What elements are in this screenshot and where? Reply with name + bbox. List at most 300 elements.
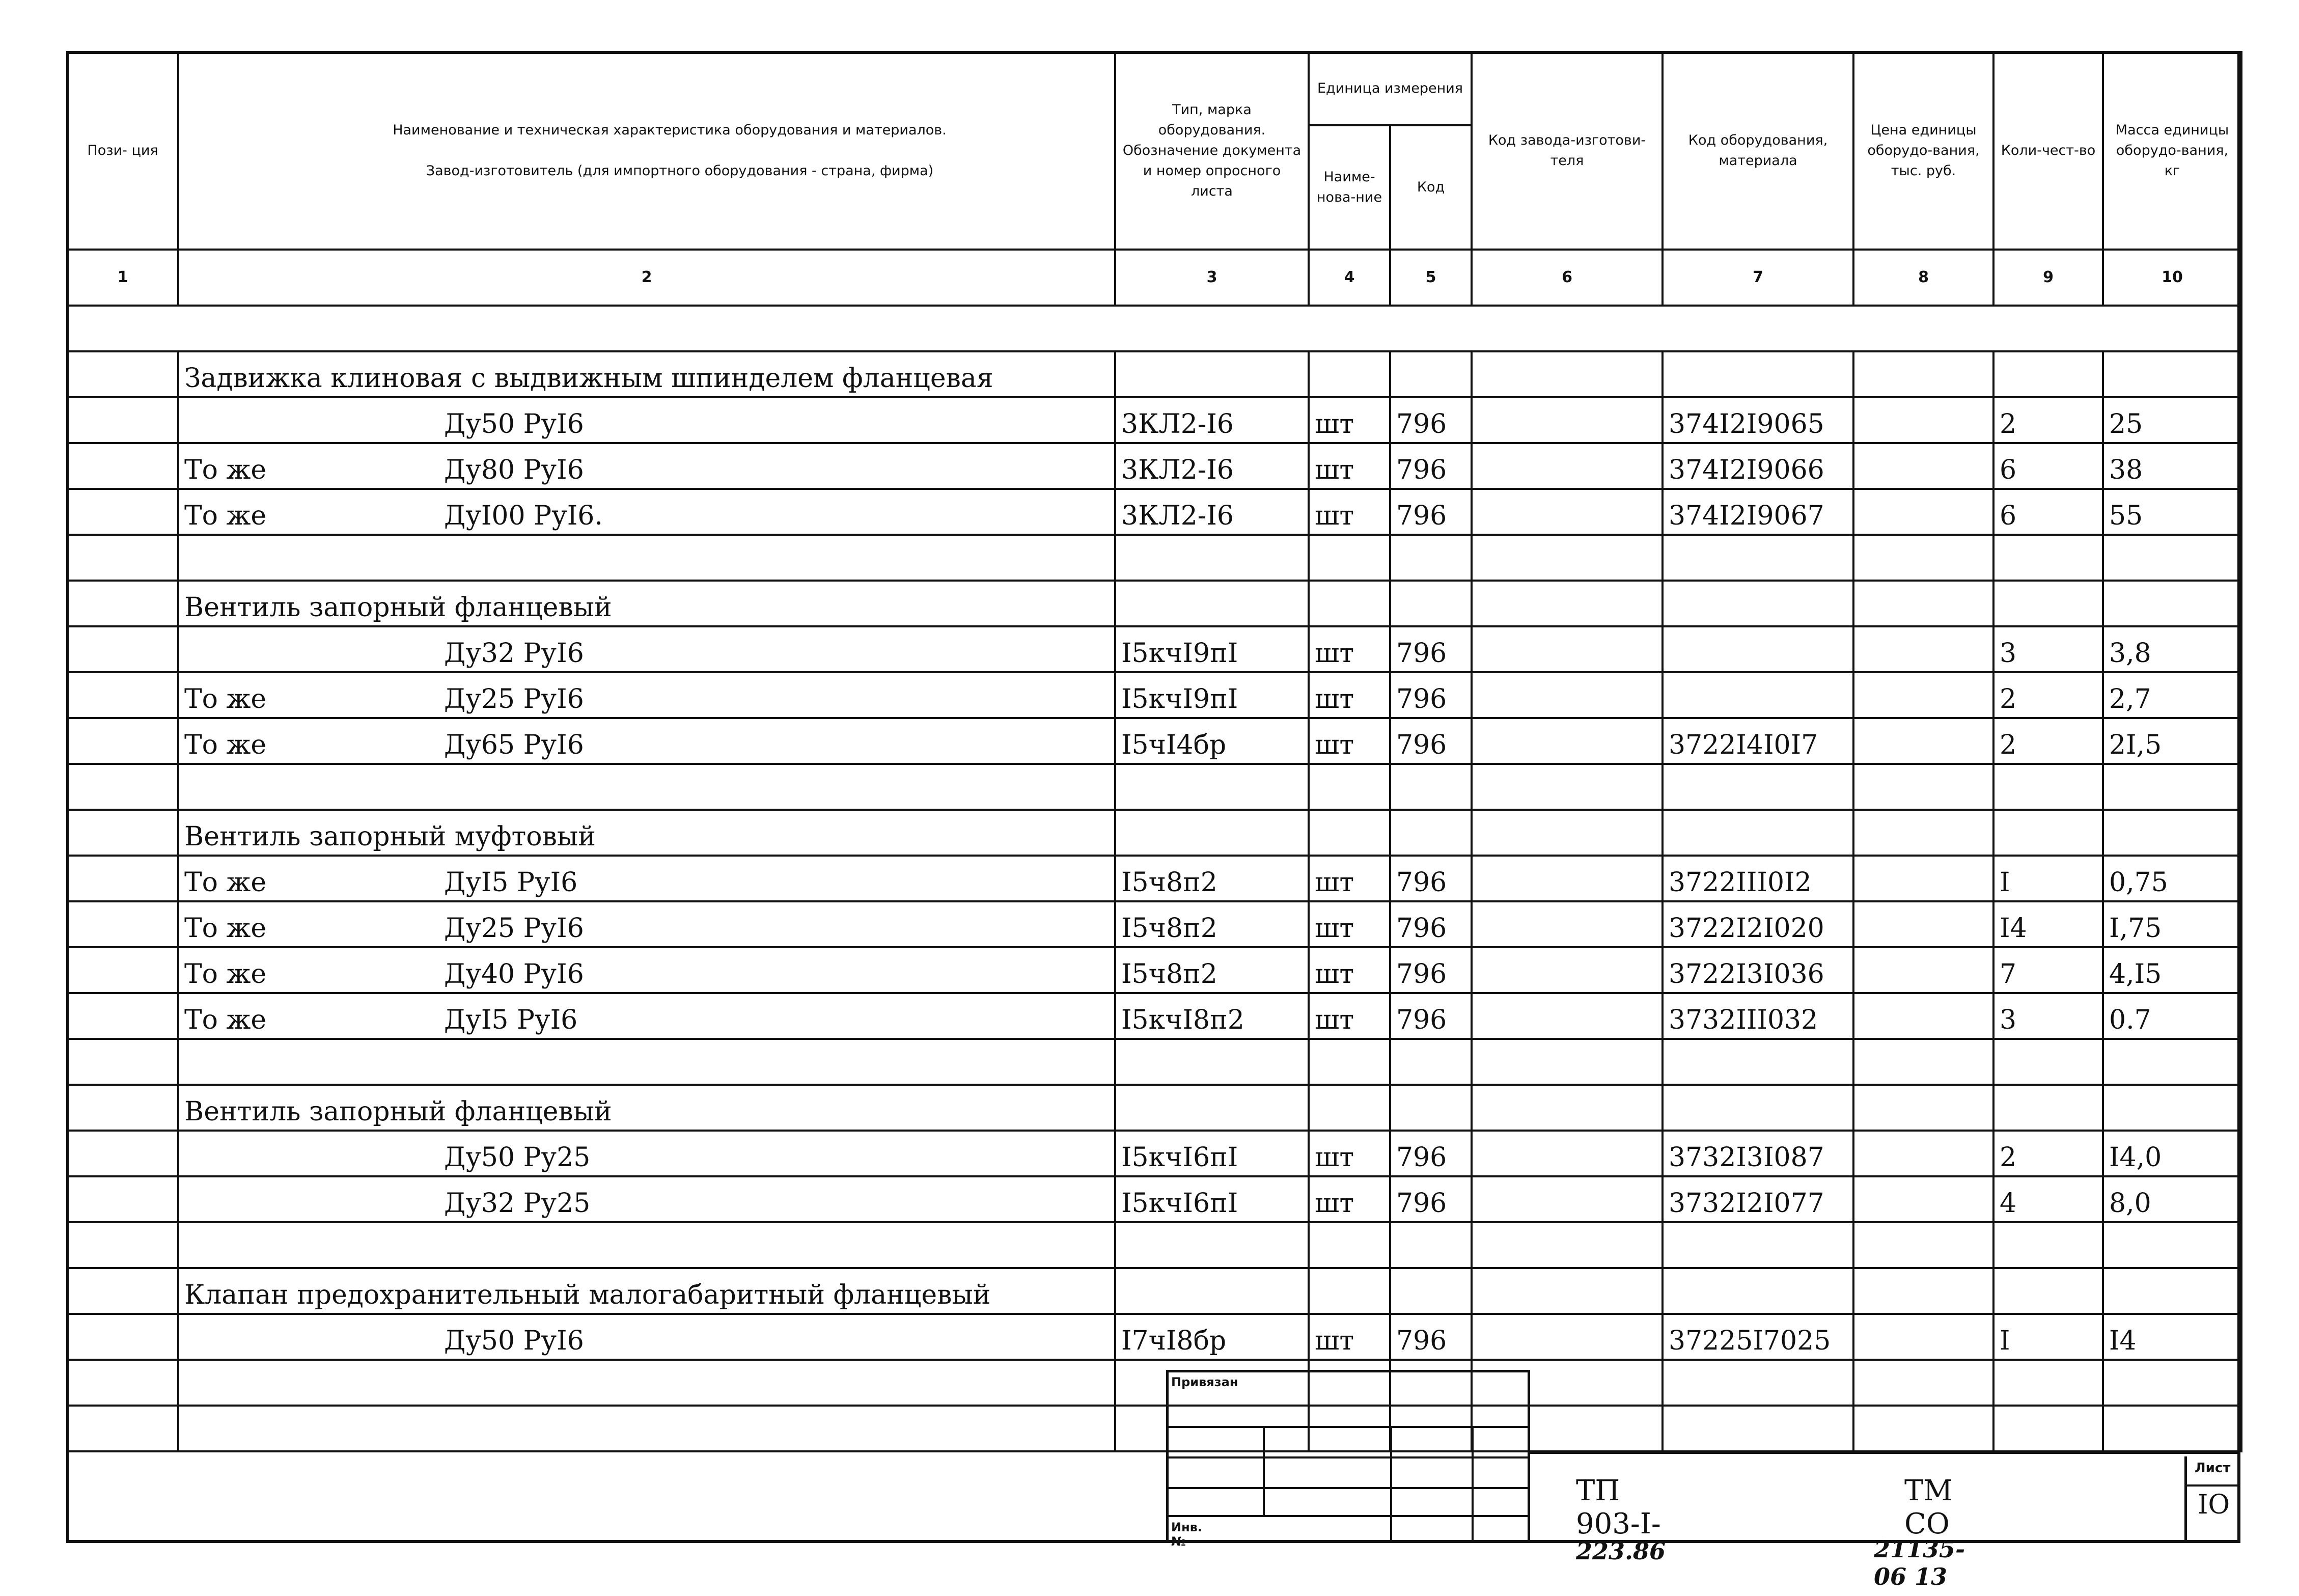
header-position: Пози- ция [67,52,178,250]
material-code-cell: 3722I3I036 [1663,947,1853,993]
unit-name-cell [1309,1268,1390,1314]
unit-name-cell: шт [1309,947,1390,993]
header-unit-group: Единица измерения [1309,52,1472,125]
section-title: Вентиль запорный фланцевый [184,1096,612,1127]
unit-name-cell: шт [1309,672,1390,718]
mass-cell: 0.7 [2103,993,2241,1039]
material-code-cell: 374I2I9066 [1663,443,1853,489]
type-cell: I7чI8бр [1115,1314,1309,1360]
factory-code-cell [1472,1314,1663,1360]
position-cell [67,764,178,810]
type-cell: I5кчI9пI [1115,626,1309,672]
type-cell: 3КЛ2-I6 [1115,397,1309,443]
section-title: Вентиль запорный муфтовый [184,821,596,852]
type-cell: I5ч8п2 [1115,947,1309,993]
unit-name-cell: шт [1309,856,1390,901]
table-row [67,993,2241,1039]
unit-code-cell: 796 [1390,947,1472,993]
name-cell [178,397,1115,443]
price-cell [1853,993,1993,1039]
mass-cell [2103,1360,2241,1406]
position-cell [67,718,178,764]
price-cell [1853,1314,1993,1360]
unit-name-cell: шт [1309,397,1390,443]
section-row [67,1085,2241,1131]
unit-code-cell [1390,1222,1472,1268]
price-cell [1853,947,1993,993]
header-material-code: Код оборудования, материала [1663,52,1853,250]
header-price: Цена единицы оборудо-вания, тыс. руб. [1853,52,1993,250]
type-cell [1115,1268,1309,1314]
privyazan-label: Привязан [1171,1375,1238,1389]
section-row [67,810,2241,856]
section-title: Вентиль запорный фланцевый [184,592,612,623]
quantity-cell [1993,581,2103,626]
quantity-cell [1993,1268,2103,1314]
position-cell [67,856,178,901]
same-as-prefix: То же [184,867,267,898]
document-code-printed: ТП 903-I- [1576,1474,1661,1540]
type-cell [1115,810,1309,856]
material-code-cell: 374I2I9067 [1663,489,1853,535]
material-code-cell [1663,535,1853,581]
price-cell [1853,856,1993,901]
section-row [67,351,2241,397]
position-cell [67,1176,178,1222]
position-cell [67,397,178,443]
col-number-4: 4 [1309,250,1390,306]
price-cell [1853,1222,1993,1268]
name-cell [178,810,1115,856]
factory-code-cell [1472,764,1663,810]
factory-code-cell [1472,810,1663,856]
material-code-cell [1663,1039,1853,1085]
mass-cell: 4,I5 [2103,947,2241,993]
item-name: Ду40 РуI6 [444,959,584,989]
item-name: Ду25 РуI6 [444,913,584,944]
factory-code-cell [1472,626,1663,672]
material-code-cell: 3732I2I077 [1663,1176,1853,1222]
quantity-cell: 2 [1993,672,2103,718]
quantity-cell: I [1993,1314,2103,1360]
price-cell [1853,1131,1993,1176]
unit-code-cell [1390,351,1472,397]
item-name: Ду80 РуI6 [444,455,584,485]
price-cell [1853,718,1993,764]
unit-name-cell: шт [1309,626,1390,672]
name-cell [178,1406,1115,1451]
factory-code-cell [1472,535,1663,581]
type-cell [1115,1039,1309,1085]
price-cell [1853,1039,1993,1085]
material-code-cell: 3722I4I0I7 [1663,718,1853,764]
header-type: Тип, марка оборудования. Обозначение документа и номер опросного листа [1115,52,1309,250]
name-cell [178,1314,1115,1360]
unit-code-cell [1390,581,1472,626]
name-cell [178,1039,1115,1085]
quantity-cell: 2 [1993,718,2103,764]
name-cell [178,993,1115,1039]
quantity-cell: 7 [1993,947,2103,993]
name-cell [178,1131,1115,1176]
quantity-cell: 3 [1993,626,2103,672]
mass-cell: 2,7 [2103,672,2241,718]
type-cell: I5кчI6пI [1115,1176,1309,1222]
col-number-5: 5 [1390,250,1472,306]
quantity-cell: 6 [1993,489,2103,535]
section-title: Клапан предохранительный малогабаритный фланцевый [184,1280,991,1310]
factory-code-cell [1472,1222,1663,1268]
material-code-cell: 374I2I9065 [1663,397,1853,443]
unit-code-cell: 796 [1390,397,1472,443]
type-cell: 3КЛ2-I6 [1115,443,1309,489]
unit-name-cell [1309,581,1390,626]
quantity-cell: I [1993,856,2103,901]
name-cell [178,718,1115,764]
unit-code-cell: 796 [1390,718,1472,764]
unit-name-cell: шт [1309,1176,1390,1222]
quantity-cell: 4 [1993,1176,2103,1222]
mass-cell: 0,75 [2103,856,2241,901]
col-number-1: 1 [67,250,178,306]
unit-code-cell: 796 [1390,856,1472,901]
unit-name-cell [1309,764,1390,810]
table-row [67,1131,2241,1176]
position-cell [67,947,178,993]
quantity-cell [1993,1222,2103,1268]
mass-cell: 8,0 [2103,1176,2241,1222]
quantity-cell: 3 [1993,993,2103,1039]
unit-name-cell: шт [1309,901,1390,947]
type-cell: I5ч8п2 [1115,901,1309,947]
price-cell [1853,901,1993,947]
material-code-cell [1663,672,1853,718]
material-code-cell: 37225I7025 [1663,1314,1853,1360]
material-code-cell [1663,1268,1853,1314]
item-name: ДуI00 РуI6. [444,501,603,531]
position-cell [67,1314,178,1360]
section-row [67,581,2241,626]
sheet-number: IO [2198,1490,2230,1520]
unit-code-cell: 796 [1390,489,1472,535]
type-cell: I5кчI8п2 [1115,993,1309,1039]
item-name: Ду32 РуI6 [444,638,584,669]
factory-code-cell [1472,397,1663,443]
unit-code-cell [1390,1360,1472,1406]
item-name: Ду32 Ру25 [444,1188,591,1219]
material-code-cell [1663,351,1853,397]
mass-cell: I4 [2103,1314,2241,1360]
col-number-2: 2 [178,250,1115,306]
blank-row [67,1406,2241,1451]
name-cell [178,1268,1115,1314]
item-name: Ду25 РуI6 [444,684,584,714]
unit-code-cell [1390,1085,1472,1131]
position-cell [67,1085,178,1131]
position-cell [67,626,178,672]
col-number-6: 6 [1472,250,1663,306]
mass-cell: I4,0 [2103,1131,2241,1176]
name-cell [178,351,1115,397]
unit-code-cell: 796 [1390,1176,1472,1222]
same-as-prefix: То же [184,684,267,714]
material-code-cell [1663,1406,1853,1451]
unit-name-cell: шт [1309,993,1390,1039]
name-cell [178,1222,1115,1268]
type-cell: I5чI4бр [1115,718,1309,764]
position-cell [67,581,178,626]
table-row [67,397,2241,443]
section-row [67,1268,2241,1314]
position-cell [67,443,178,489]
material-code-cell [1663,1360,1853,1406]
quantity-cell [1993,1406,2103,1451]
table-row [67,947,2241,993]
material-code-cell: 3732I3I087 [1663,1131,1853,1176]
material-code-cell [1663,764,1853,810]
quantity-cell [1993,535,2103,581]
same-as-prefix: То же [184,455,267,485]
unit-name-cell: шт [1309,443,1390,489]
item-name: ДуI5 РуI6 [444,867,578,898]
table-row [67,672,2241,718]
name-cell [178,489,1115,535]
mass-cell [2103,351,2241,397]
table-row [67,856,2241,901]
factory-code-cell [1472,581,1663,626]
name-cell [178,901,1115,947]
blank-row [67,1039,2241,1085]
item-name: Ду65 РуI6 [444,730,584,760]
price-cell [1853,810,1993,856]
mass-cell [2103,1406,2241,1451]
factory-code-cell [1472,993,1663,1039]
quantity-cell: 6 [1993,443,2103,489]
mass-cell [2103,1039,2241,1085]
type-cell: 3КЛ2-I6 [1115,489,1309,535]
quantity-cell [1993,764,2103,810]
mass-cell [2103,1222,2241,1268]
position-cell [67,901,178,947]
position-cell [67,1222,178,1268]
header-name [178,52,1115,250]
header-unit-code: Код [1390,125,1472,250]
header-mass: Масса единицы оборудо-вания, кг [2103,52,2241,250]
mass-cell: 2I,5 [2103,718,2241,764]
price-cell [1853,1085,1993,1131]
header-name-line1: Наименование и техническая характеристика оборудования и материалов. [393,122,947,138]
specification-body [67,306,2241,1451]
factory-code-cell [1472,856,1663,901]
factory-code-cell [1472,1085,1663,1131]
unit-name-cell [1309,1222,1390,1268]
material-code-cell [1663,810,1853,856]
name-cell [178,626,1115,672]
mass-cell [2103,1085,2241,1131]
position-cell [67,672,178,718]
price-cell [1853,1406,1993,1451]
quantity-cell [1993,810,2103,856]
name-cell [178,1360,1115,1406]
factory-code-cell [1472,1176,1663,1222]
col-number-7: 7 [1663,250,1853,306]
name-cell [178,856,1115,901]
col-number-10: 10 [2103,250,2241,306]
specification-table [66,51,2242,1452]
table-row [67,718,2241,764]
position-cell [67,535,178,581]
table-row [67,443,2241,489]
item-name: Ду50 РуI6 [444,409,584,439]
archive-number: 21135-06 13 [1874,1535,1965,1590]
mass-cell: 55 [2103,489,2241,535]
material-code-cell: 3732III032 [1663,993,1853,1039]
position-cell [67,1406,178,1451]
sheet-label: Лист [2195,1461,2231,1476]
name-cell [178,947,1115,993]
unit-code-cell: 796 [1390,993,1472,1039]
quantity-cell [1993,1039,2103,1085]
position-cell [67,1039,178,1085]
type-cell: I5кчI6пI [1115,1131,1309,1176]
table-row [67,489,2241,535]
price-cell [1853,1176,1993,1222]
material-code-cell [1663,1085,1853,1131]
header-quantity: Коли-чест-во [1993,52,2103,250]
unit-code-cell [1390,764,1472,810]
unit-name-cell [1309,351,1390,397]
type-cell [1115,1406,1309,1451]
header-factory-code: Код завода-изготови-теля [1472,52,1663,250]
factory-code-cell [1472,443,1663,489]
unit-name-cell: шт [1309,718,1390,764]
col-number-9: 9 [1993,250,2103,306]
price-cell [1853,626,1993,672]
unit-name-cell [1309,1360,1390,1406]
mass-cell [2103,581,2241,626]
unit-name-cell [1309,535,1390,581]
position-cell [67,1360,178,1406]
quantity-cell [1993,351,2103,397]
quantity-cell: 2 [1993,397,2103,443]
price-cell [1853,581,1993,626]
mass-cell: 38 [2103,443,2241,489]
same-as-prefix: То же [184,501,267,531]
unit-name-cell [1309,1039,1390,1085]
same-as-prefix: То же [184,730,267,760]
item-name: ДуI5 РуI6 [444,1005,578,1035]
name-cell [178,1176,1115,1222]
type-cell: I5кчI9пI [1115,672,1309,718]
same-as-prefix: То же [184,913,267,944]
unit-code-cell: 796 [1390,901,1472,947]
mass-cell [2103,1268,2241,1314]
same-as-prefix: То же [184,1005,267,1035]
type-cell [1115,535,1309,581]
type-cell [1115,351,1309,397]
col-number-8: 8 [1853,250,1993,306]
quantity-cell: I4 [1993,901,2103,947]
quantity-cell: 2 [1993,1131,2103,1176]
table-row [67,1176,2241,1222]
mass-cell [2103,810,2241,856]
factory-code-cell [1472,1406,1663,1451]
name-cell [178,535,1115,581]
unit-code-cell: 796 [1390,672,1472,718]
table-row [67,1314,2241,1360]
factory-code-cell [1472,489,1663,535]
price-cell [1853,1360,1993,1406]
table-row [67,901,2241,947]
unit-name-cell [1309,1406,1390,1451]
factory-code-cell [1472,901,1663,947]
unit-code-cell [1390,1268,1472,1314]
blank-row [67,535,2241,581]
unit-name-cell [1309,810,1390,856]
price-cell [1853,489,1993,535]
unit-code-cell [1390,1039,1472,1085]
same-as-prefix: То же [184,959,267,989]
unit-code-cell [1390,535,1472,581]
price-cell [1853,535,1993,581]
unit-code-cell [1390,810,1472,856]
document-code [1576,1474,1666,1574]
factory-code-cell [1472,351,1663,397]
factory-code-cell [1472,1131,1663,1176]
mass-cell: I,75 [2103,901,2241,947]
position-cell [67,810,178,856]
price-cell [1853,397,1993,443]
position-cell [67,1268,178,1314]
blank-row [67,1222,2241,1268]
unit-code-cell: 796 [1390,1131,1472,1176]
type-cell: I5ч8п2 [1115,856,1309,901]
factory-code-cell [1472,1039,1663,1085]
unit-code-cell [1390,1406,1472,1451]
unit-name-cell: шт [1309,489,1390,535]
position-cell [67,1131,178,1176]
item-name: Ду50 Ру25 [444,1142,591,1173]
unit-name-cell: шт [1309,1314,1390,1360]
header-name-line2: Завод-изготовитель (для импортного оборудования - страна, фирма) [426,163,934,179]
price-cell [1853,443,1993,489]
header-unit-name: Наиме-нова-ние [1309,125,1390,250]
price-cell [1853,1268,1993,1314]
quantity-cell [1993,1085,2103,1131]
mass-cell [2103,535,2241,581]
quantity-cell [1993,1360,2103,1406]
table-row [67,626,2241,672]
unit-code-cell: 796 [1390,1314,1472,1360]
price-cell [1853,672,1993,718]
factory-code-cell [1472,1268,1663,1314]
factory-code-cell [1472,1360,1663,1406]
mass-cell [2103,764,2241,810]
factory-code-cell [1472,718,1663,764]
name-cell [178,1085,1115,1131]
material-code-cell [1663,1222,1853,1268]
unit-code-cell: 796 [1390,626,1472,672]
type-cell [1115,764,1309,810]
position-cell [67,489,178,535]
material-code-cell: 3722I2I020 [1663,901,1853,947]
item-name: Ду50 РуI6 [444,1326,584,1356]
blank-row [67,764,2241,810]
name-cell [178,443,1115,489]
unit-name-cell: шт [1309,1131,1390,1176]
factory-code-cell [1472,672,1663,718]
position-cell [67,993,178,1039]
